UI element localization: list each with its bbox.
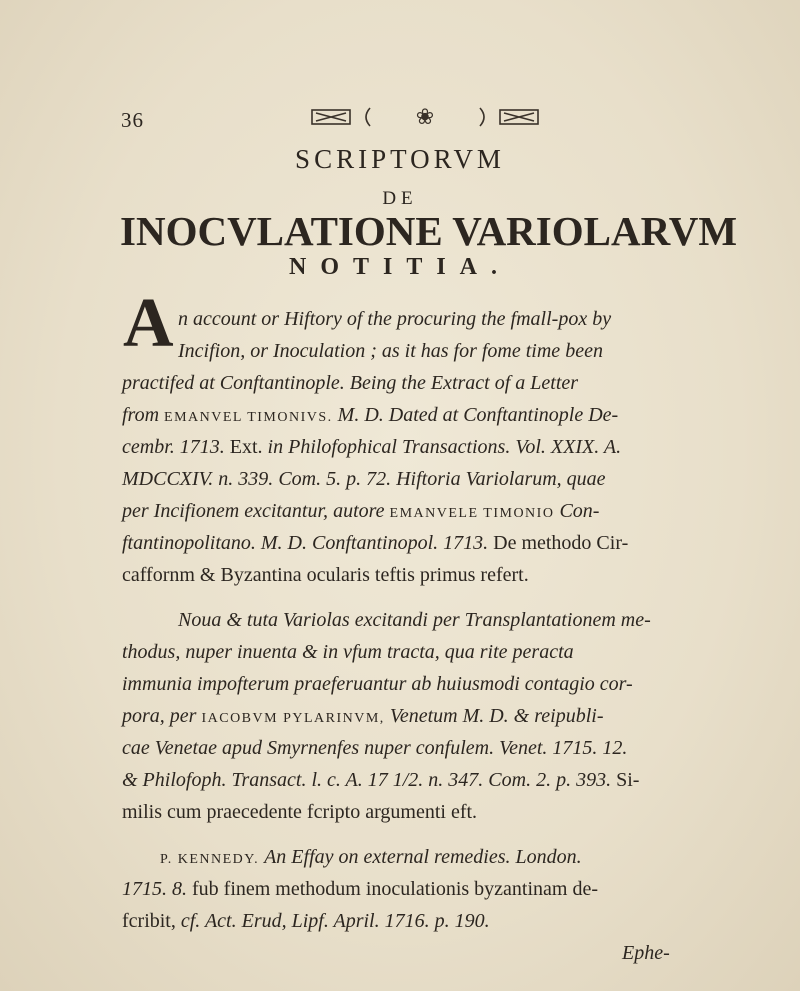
p1-l8-a: ftantinopolitano. M. D. Conftantinopol. 1713. — [122, 532, 489, 554]
p1-l5-b: Ext. — [229, 436, 263, 458]
p3-l3-a: fcribit, — [122, 910, 176, 932]
p1-line-6 — [122, 463, 606, 495]
p1-line-9: caffornm & Byzantina ocularis teftis primus refert. — [122, 564, 529, 586]
p2-line-7: milis cum praecedente fcripto argumenti eft. — [122, 801, 478, 823]
ornament-flower: ❀ — [415, 105, 435, 130]
p1-line-8 — [122, 527, 628, 559]
p1-l7-b: autore — [333, 500, 385, 522]
p3-line-2 — [122, 873, 598, 905]
p2-line-5: cae Venetae apud Smyrnenfes nuper confulem. Venet. 1715. 12. — [122, 737, 628, 759]
p1-l8-b: De methodo Cir- — [493, 532, 629, 554]
p3-l2-b: fub finem methodum inoculationis byzantinam de- — [192, 878, 599, 900]
p2-l4-a: pora, per — [122, 705, 197, 727]
p1-l7-a: per Incifionem excitantur, — [122, 500, 329, 522]
p2-l6-a: & Philofoph. Transact. l. c. A. 17 1/2. n. 347. Com. 2. p. 393. — [122, 769, 612, 791]
heading-inoculatione: INOCVLATIONE VARIOLARVM — [120, 208, 738, 254]
author-timonio: EMANVELE TIMONIO — [389, 506, 555, 521]
p1-line-3: practifed at Conftantinople. Being the Extract of a Letter — [122, 372, 579, 394]
p3-line-3 — [122, 905, 490, 937]
p2-line-1: Noua & tuta Variolas excitandi per Transplantationem me- — [178, 609, 651, 631]
heading-de: DE — [382, 188, 418, 209]
author-pylarinum: IACOBVM PYLARINVM, — [201, 711, 385, 726]
p2-line-2: thodus, nuper inuenta & in vfum tracta, qua rite peracta — [122, 641, 574, 663]
p2-line-4 — [122, 700, 603, 735]
author-kennedy: P. KENNEDY. — [160, 852, 260, 867]
p1-line-7 — [122, 495, 599, 530]
p2-l4-c: Venetum M. D. & reipubli- — [389, 705, 604, 727]
p1-l5-c: in Philofophical Transactions. Vol. XXIX. A. — [267, 436, 622, 458]
p3-l1-b: An Effay on external remedies. London. — [264, 846, 582, 868]
p1-l6-b: Com. 5. p. 72. — [278, 468, 392, 490]
p1-l5-a: cembr. 1713. — [122, 436, 225, 458]
p1-l6-c: Hiftoria Variolarum, quae — [396, 468, 606, 490]
drop-cap: A — [123, 285, 174, 362]
heading-notitia: NOTITIA. — [288, 254, 512, 280]
p2-l6-b: Si- — [616, 769, 640, 791]
p2-line-3: immunia impofterum praeferuantur ab huiusmodi contagio cor- — [122, 673, 633, 695]
p2-line-6 — [122, 764, 639, 796]
p1-l7-d: Con- — [559, 500, 600, 522]
ornament-graphic — [310, 104, 540, 130]
p1-line-1: n account or Hiftory of the procuring the fmall-pox by — [178, 308, 612, 330]
p1-line-5 — [122, 431, 621, 463]
p3-l3-b: cf. Act. Erud, Lipf. April. 1716. p. 190. — [180, 910, 490, 932]
author-timonius: EMANVEL TIMONIVS. — [164, 410, 333, 425]
p1-l4-a: from — [122, 404, 160, 426]
p1-l4-c: M. D. Dated at Conftantinople De- — [337, 404, 619, 426]
p3-l2-a: 1715. 8. — [122, 878, 187, 900]
heading-scriptorum: SCRIPTORVM — [295, 144, 505, 174]
p1-line-4 — [122, 399, 618, 434]
p3-line-1 — [160, 841, 582, 876]
page-number: 36 — [121, 108, 144, 132]
p1-l6-a: MDCCXIV. n. 339. — [122, 468, 274, 490]
catchword: Ephe- — [622, 942, 670, 964]
p1-line-2: Incifion, or Inoculation ; as it has for fome time been — [178, 340, 603, 362]
head-ornament — [310, 104, 540, 130]
